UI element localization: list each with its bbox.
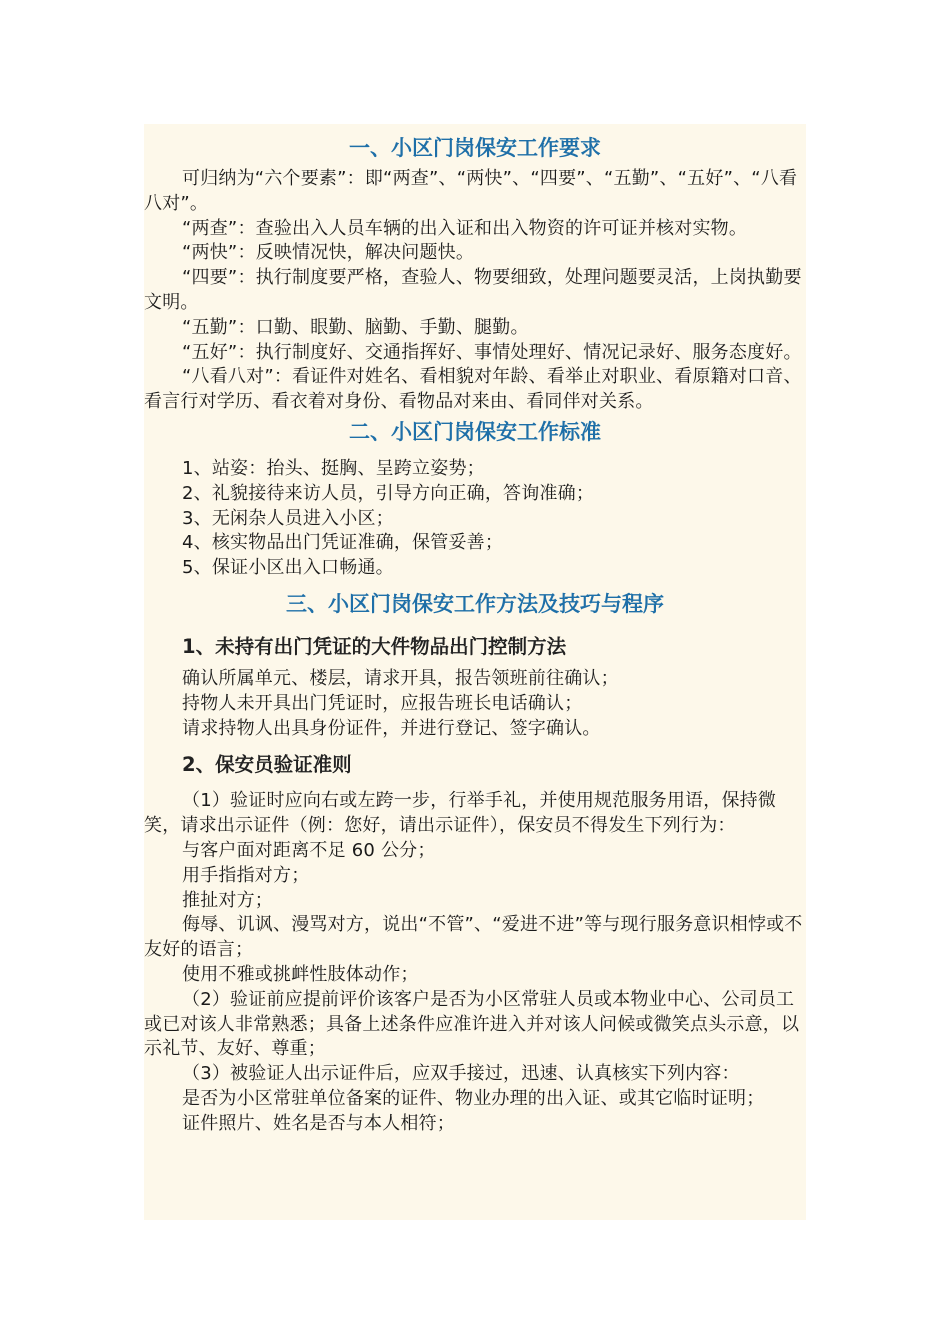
list-item: 使用不雅或挑衅性肢体动作； <box>182 963 419 985</box>
list-item: 3、无闲杂人员进入小区； <box>182 507 394 529</box>
list-item: 侮辱、讥讽、漫骂对方，说出“不管”、“爱进不进”等与现行服务意识相悖或不友好的语言； <box>144 914 803 961</box>
list-item: 持物人未开具出门凭证时，应报告班长电话确认； <box>182 692 583 714</box>
section1-title: 一、小区门岗保安工作要求 <box>349 136 601 160</box>
paragraph: （3）被验证人出示证件后，应双手接过，迅速、认真核实下列内容： <box>182 1063 740 1085</box>
document-body <box>144 131 806 1137</box>
paragraph: “五勤”：口勤、眼勤、脑勤、手勤、腿勤。 <box>182 316 529 338</box>
list-item: 请求持物人出具身份证件，并进行登记、签字确认。 <box>182 717 601 739</box>
section3-title: 三、小区门岗保安工作方法及技巧与程序 <box>286 591 664 616</box>
paragraph: “四要”：执行制度要严格，查验人、物要细致，处理问题要灵活，上岗执勤要文明。 <box>144 267 802 313</box>
list-item: 证件照片、姓名是否与本人相符； <box>182 1112 455 1134</box>
section2-title: 二、小区门岗保安工作标准 <box>349 419 601 444</box>
paragraph: 可归纳为“六个要素”：即“两查”、“两快”、“四要”、“五勤”、“五好”、“八看八对”。 <box>144 168 798 214</box>
subsection1-title: 1、未持有出门凭证的大件物品出门控制方法 <box>182 634 567 658</box>
paragraph: “五好”：执行制度好、交通指挥好、事情处理好、情况记录好、服务态度好。 <box>182 341 802 363</box>
paragraph: “两快”：反映情况快，解决问题快。 <box>182 242 475 264</box>
list-item: 1、站姿：抬头、挺胸、呈跨立姿势； <box>182 457 485 479</box>
paragraph: “八看八对”：看证件对姓名、看相貌对年龄、看举止对职业、看原籍对口音、看言行对学历、看衣着对身份、看物品对来由、看同伴对关系。 <box>144 366 802 413</box>
list-item: 用手指指对方； <box>182 864 310 886</box>
list-item: 2、礼貌接待来访人员，引导方向正确，答询准确； <box>182 482 595 504</box>
subsection2-title: 2、保安员验证准则 <box>182 753 352 777</box>
paragraph: （2）验证前应提前评价该客户是否为小区常驻人员或本物业中心、公司员工或已对该人非常熟悉；具备上述条件应准许进入并对该人问候或微笑点头示意，以示礼节、友好、尊重； <box>144 988 800 1060</box>
list-item: 是否为小区常驻单位备案的证件、物业办理的出入证、或其它临时证明； <box>182 1087 765 1109</box>
list-item: 推扯对方； <box>182 889 273 911</box>
paragraph: （1）验证时应向右或左跨一步，行举手礼，并使用规范服务用语，保持微笑，请求出示证件（例：您好，请出示证件），保安员不得发生下列行为： <box>144 790 777 837</box>
list-item: 4、核实物品出门凭证准确，保管妥善； <box>182 532 504 554</box>
list-item: 确认所属单元、楼层，请求开具，报告领班前往确认； <box>182 667 619 689</box>
list-item: 5、保证小区出入口畅通。 <box>182 557 394 579</box>
paragraph: “两查”：查验出入人员车辆的出入证和出入物资的许可证并核对实物。 <box>182 217 748 239</box>
list-item: 与客户面对距离不足 60 公分； <box>182 839 436 861</box>
